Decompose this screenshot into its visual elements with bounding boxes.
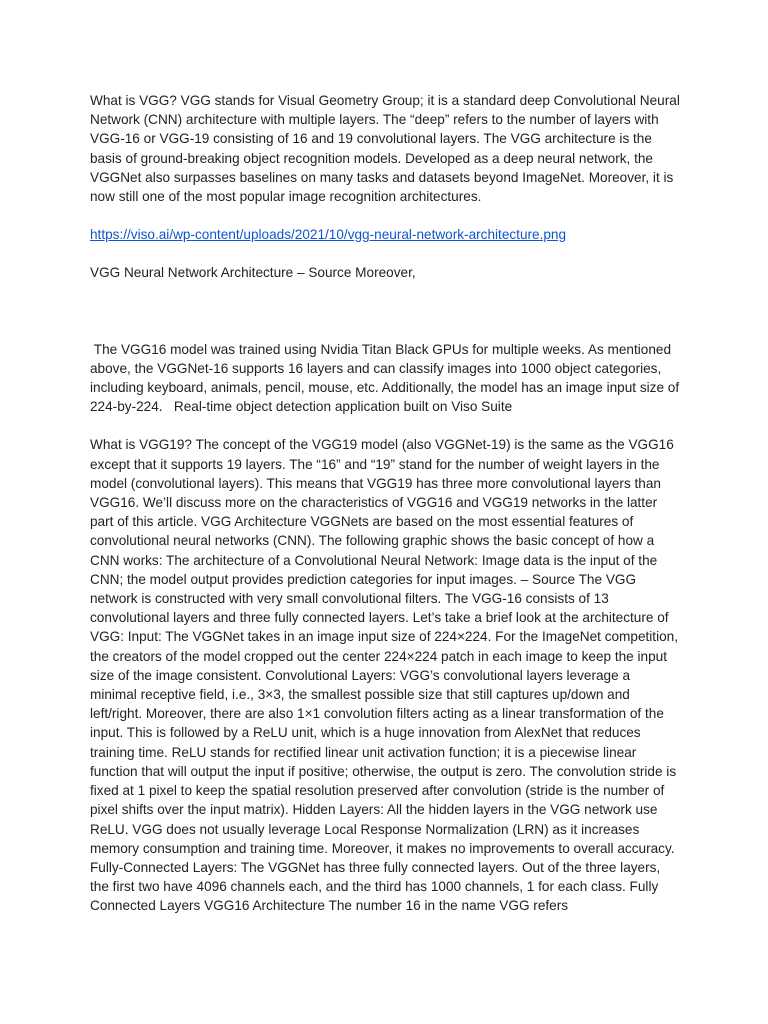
image-source-link[interactable]: https://viso.ai/wp-content/uploads/2021/10/vgg-neural-network-architecture.png	[90, 227, 567, 243]
paragraph-vgg16: The VGG16 model was trained using Nvidia Titan Black GPUs for multiple weeks. As mentioned above, the VGGNet-16 supports 16 layers and can classify images into 1000 object categories, including keyboard, animals, pencil, mouse, etc. Additionally, the model has an image input size of 224-by-224. Real-time object detection application built on Viso Suite	[90, 341, 683, 415]
paragraph-link	[90, 225, 680, 244]
paragraph-caption: VGG Neural Network Architecture – Source Moreover,	[90, 265, 416, 281]
paragraph-vgg19: What is VGG19? The concept of the VGG19 model (also VGGNet-19) is the same as the VGG16 except that it supports 19 layers. The “16” and “19” stand for the number of weight layers in the model (convolutional layers). This means that VGG19 has three more convolutional layers than VGG16. We’ll discuss more on the characteristics of VGG16 and VGG19 networks in the latter part of this article. VGG Architecture VGGNets are based on the most essential features of convolutional neural networks (CNN). The following graphic shows the basic concept of how a CNN works: The architecture of a Convolutional Neural Network: Image data is the input of the CNN; the model output provides prediction categories for input images. – Source The VGG network is constructed with very small convolutional filters. The VGG-16 consists of 13 convolutional layers and three fully connected layers. Let’s take a brief look at the architecture of VGG: Input: The VGGNet takes in an image input size of 224×224. For the ImageNet competition, the creators of the model cropped out the center 224×224 patch in each image to keep the input size of the image consistent. Convolutional Layers: VGG’s convolutional layers leverage a minimal receptive field, i.e., 3×3, the smallest possible size that still captures up/down and left/right. Moreover, there are also 1×1 convolution filters acting as a linear transformation of the input. This is followed by a ReLU unit, which is a huge innovation from AlexNet that reduces training time. ReLU stands for rectified linear unit activation function; it is a piecewise linear function that will output the input if positive; otherwise, the output is zero. The convolution stride is fixed at 1 pixel to keep the spatial resolution preserved after convolution (stride is the number of pixel shifts over the input matrix). Hidden Layers: All the hidden layers in the VGG network use ReLU. VGG does not usually leverage Local Response Normalization (LRN) as it increases memory consumption and training time. Moreover, it makes no improvements to overall accuracy. Fully-Connected Layers: The VGGNet has three fully connected layers. Out of the three layers, the first two have 4096 channels each, and the third has 1000 channels, 1 for each class. Fully Connected Layers VGG16 Architecture The number 16 in the name VGG refers	[90, 437, 678, 914]
document-body	[90, 91, 683, 916]
paragraph-intro: What is VGG? VGG stands for Visual Geometry Group; it is a standard deep Convolutional Neural Network (CNN) architecture with multiple layers. The “deep” refers to the number of layers with VGG-16 or VGG-19 consisting of 16 and 19 convolutional layers. The VGG architecture is the basis of ground-breaking object recognition models. Developed as a deep neural network, the VGGNet also surpasses baselines on many tasks and datasets beyond ImageNet. Moreover, it is now still one of the most popular image recognition architectures.	[90, 93, 680, 205]
